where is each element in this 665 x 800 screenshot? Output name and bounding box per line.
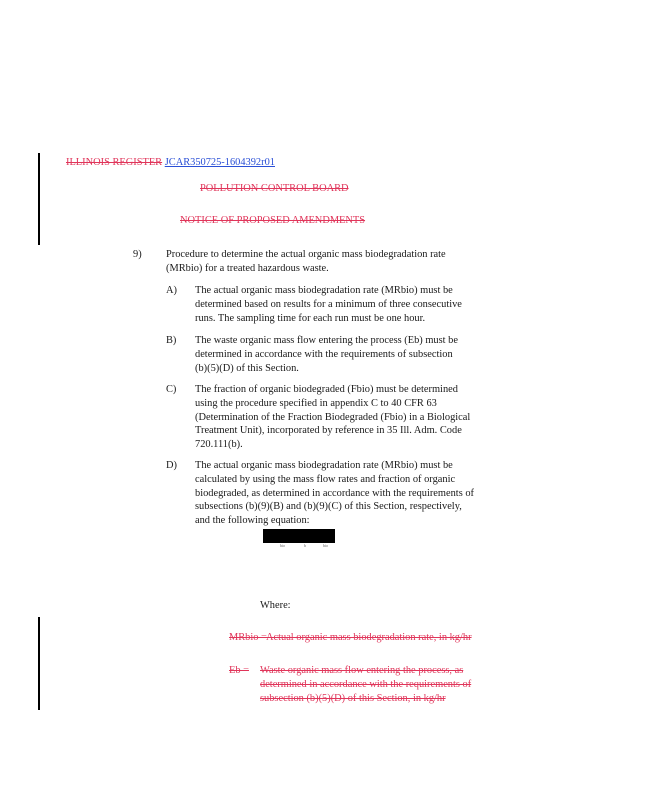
text-line: (MRbio) for a treated hazardous waste. [166,262,329,274]
text-line: determined based on results for a minimum of three consecutive [195,298,462,310]
text-line: calculated by using the mass flow rates and fraction of organic [195,473,456,485]
subitem-b-text [195,334,495,375]
equation-subscript: b [304,543,306,548]
text-line: using the procedure specified in appendix C to 40 CFR 63 [195,397,437,409]
subitem-b-label: B) [166,335,177,346]
subitem-d-label: D) [166,460,177,471]
text-line: Procedure to determine the actual organic mass biodegradation rate [166,249,446,260]
text-line: biodegraded, as determined in accordance with the requirements of [195,487,474,499]
text-line: determined in accordance with the requirements of subsection [195,348,453,360]
text-line: subsection (b)(5)(D) of this Section, in kg/hr [260,692,446,704]
change-bar-top [38,153,40,245]
text-line: (Determination of the Fraction Biodegraded (Fbio) in a Biological [195,411,471,423]
text-line: 720.111(b). [195,439,243,451]
register-inserted-text: JCAR350725-1604392r01 [164,157,275,168]
board-title: POLLUTION CONTROL BOARD [200,183,349,194]
text-line: Waste organic mass flow entering the process, as [260,665,464,676]
change-bar-bottom [38,617,40,710]
text-line: The fraction of organic biodegraded (Fbio) must be determined [195,384,458,395]
notice-title: NOTICE OF PROPOSED AMENDMENTS [180,215,366,226]
subitem-d-text [195,459,505,528]
definition-eb-term: Eb = [229,665,249,676]
text-line: determined in accordance with the requirements of [260,678,472,690]
subitem-a-text [195,284,495,325]
text-line: (b)(5)(D) of this Section. [195,362,299,374]
equation-subscript: bio [323,543,329,548]
text-line: Treatment Unit), incorporated by reference in 35 Ill. Adm. Code [195,425,462,437]
where-label: Where: [260,600,291,611]
subitem-c-text [195,383,505,452]
register-header [66,156,275,170]
definition-mrbio-term: MRbio = [229,632,267,643]
subitem-c-label: C) [166,384,177,395]
text-line: The actual organic mass biodegradation rate (MRbio) must be [195,285,453,296]
text-line: The waste organic mass flow entering the process (Eb) must be [195,335,458,346]
text-line: runs. The sampling time for each run must be one hour. [195,312,426,324]
equation-image [263,529,335,543]
definition-mrbio-text [266,631,496,645]
text-line: Actual organic mass biodegradation rate, in kg/hr [266,632,472,643]
item-9-text [166,248,496,276]
definition-eb-text [260,664,490,705]
text-line: subsections (b)(9)(B) and (b)(9)(C) of this Section, respectively, [195,501,462,513]
text-line: The actual organic mass biodegradation rate (MRbio) must be [195,460,453,471]
equation-subscript: bio [280,543,286,548]
register-deleted-text: ILLINOIS REGISTER [66,157,163,168]
subitem-a-label: A) [166,285,177,296]
item-9-label: 9) [133,249,142,260]
text-line: and the following equation: [195,515,310,527]
